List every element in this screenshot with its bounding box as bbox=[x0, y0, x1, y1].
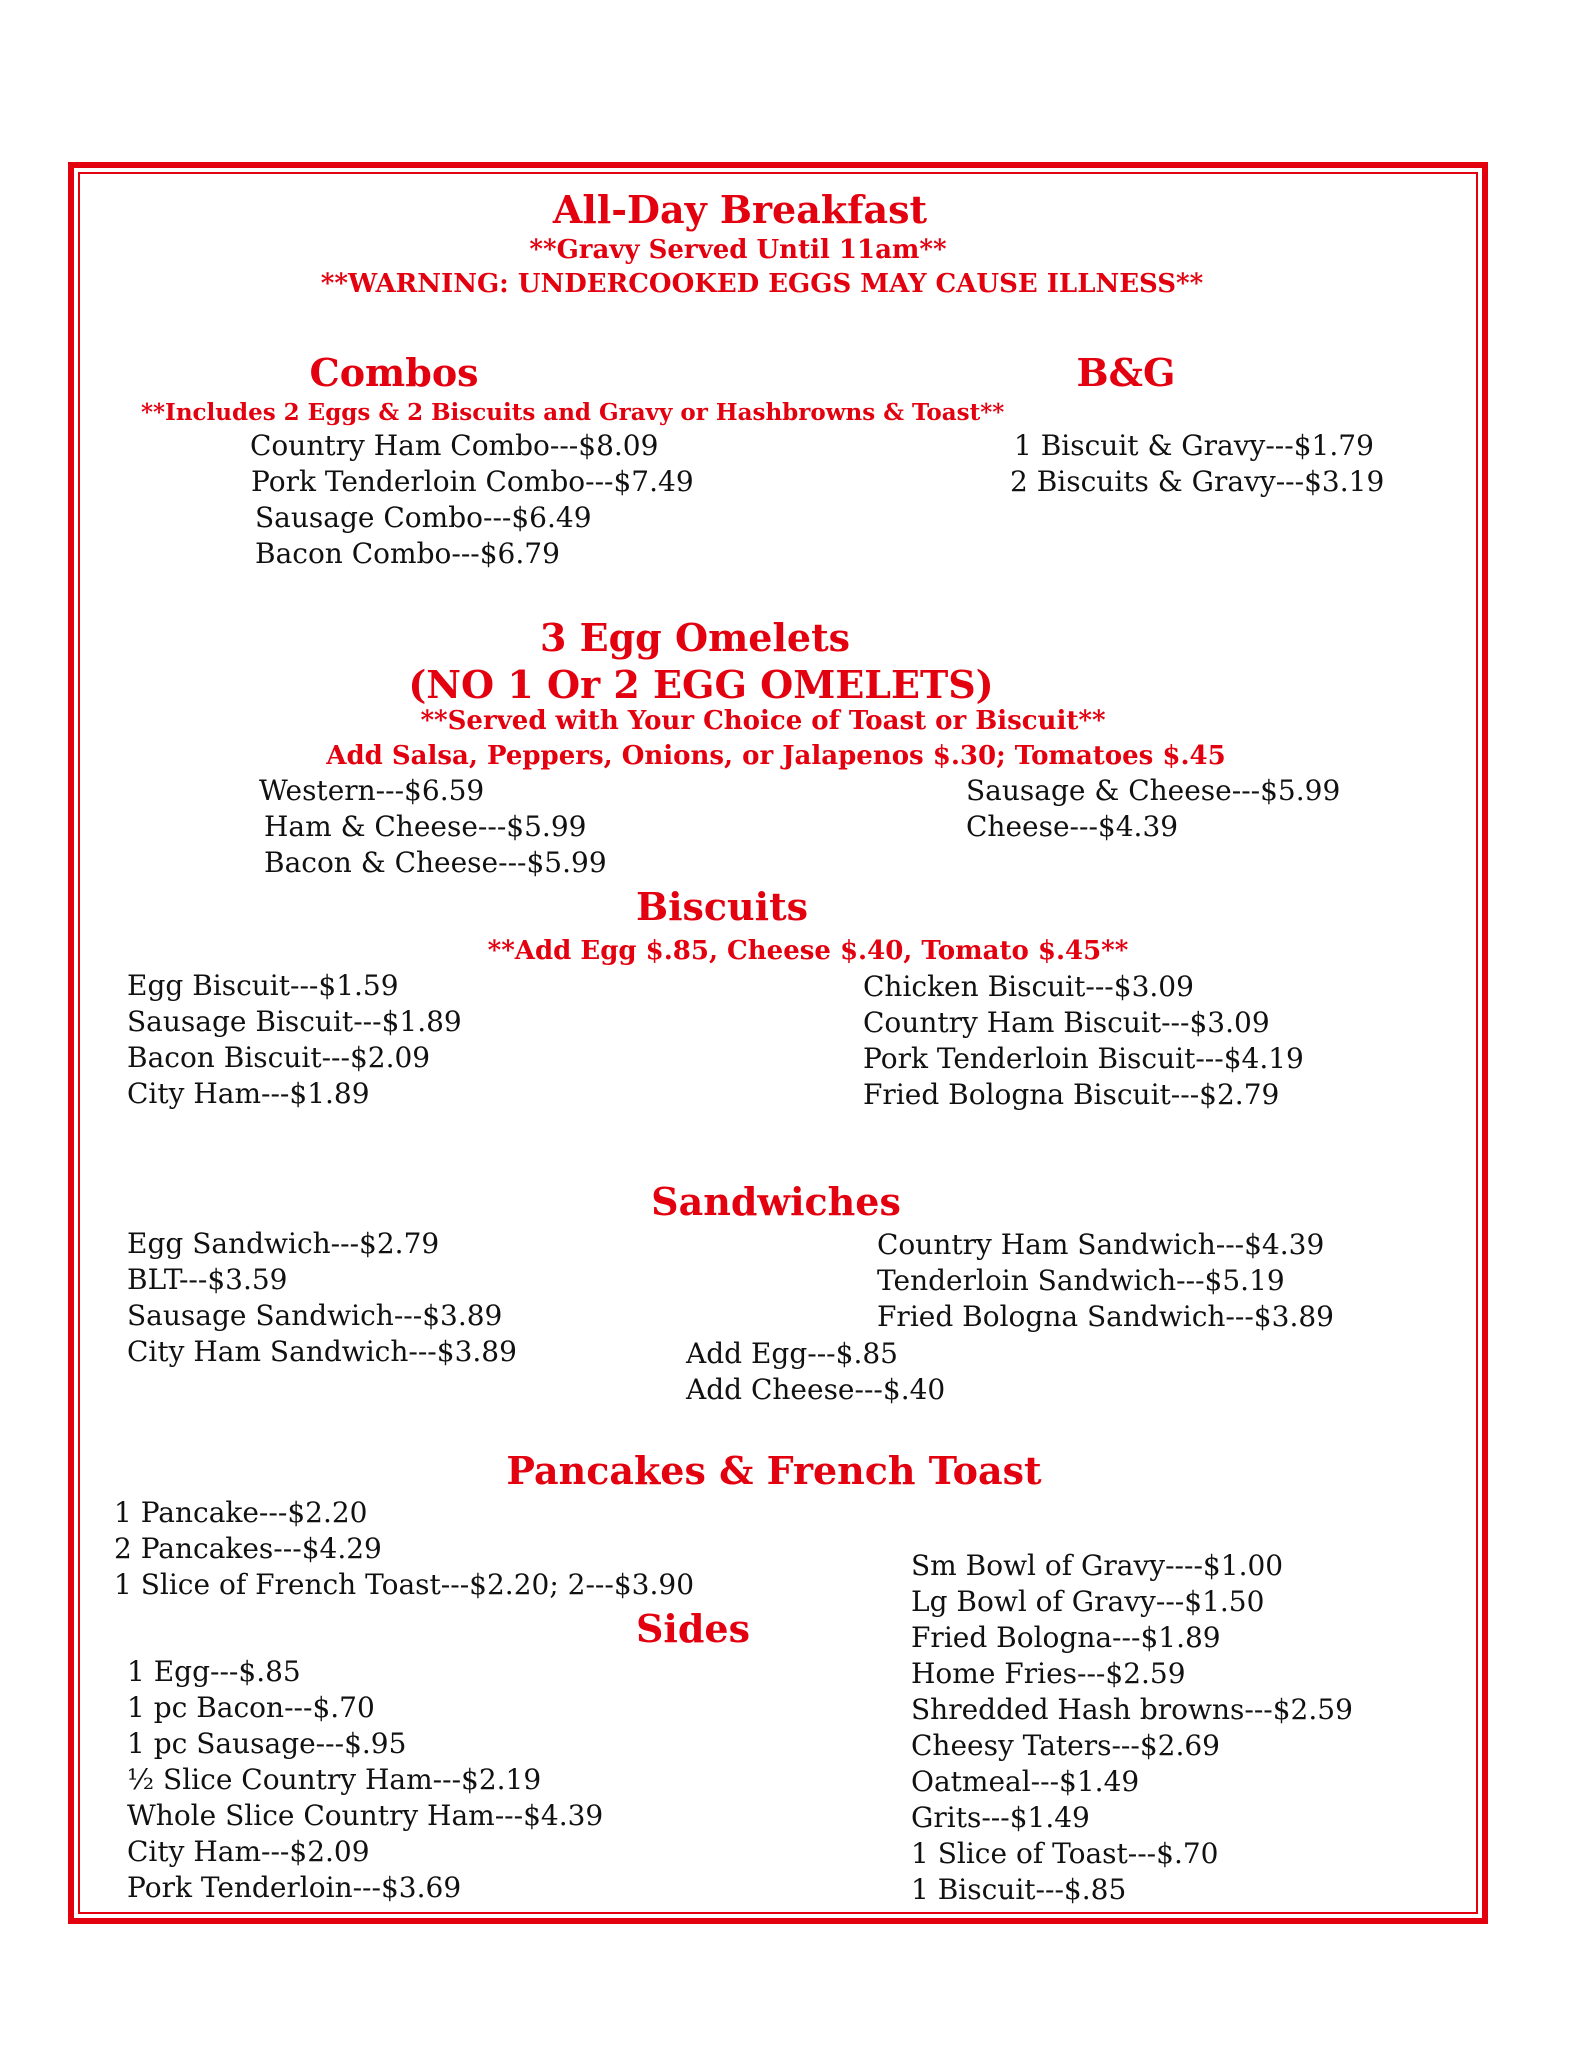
combos-title: Combos bbox=[309, 350, 479, 395]
combos-item: Sausage Combo---$6.49 bbox=[255, 501, 592, 534]
menu-title: All-Day Breakfast bbox=[552, 187, 928, 232]
sides-item: Pork Tenderloin---$3.69 bbox=[127, 1871, 462, 1904]
sides-item: Cheesy Taters---$2.69 bbox=[911, 1729, 1220, 1762]
omelets-item: Sausage & Cheese---$5.99 bbox=[966, 774, 1341, 807]
omelets-item: Ham & Cheese---$5.99 bbox=[264, 810, 587, 843]
biscuits-item: Fried Bologna Biscuit---$2.79 bbox=[863, 1078, 1280, 1111]
omelets-item: Western---$6.59 bbox=[259, 774, 485, 807]
sides-item: Oatmeal---$1.49 bbox=[911, 1765, 1140, 1798]
sides-item: 1 Egg---$.85 bbox=[127, 1655, 301, 1688]
sides-item: Lg Bowl of Gravy---$1.50 bbox=[911, 1585, 1265, 1618]
omelets-addons-note: Add Salsa, Peppers, Onions, or Jalapenos $.30; Tomatoes $.45 bbox=[326, 741, 1226, 771]
sides-item: Shredded Hash browns---$2.59 bbox=[911, 1693, 1353, 1726]
biscuits-item: Country Ham Biscuit---$3.09 bbox=[863, 1006, 1270, 1039]
bg-item: 2 Biscuits & Gravy---$3.19 bbox=[1010, 465, 1385, 498]
omelets-item: Cheese---$4.39 bbox=[966, 810, 1179, 843]
biscuits-note: **Add Egg $.85, Cheese $.40, Tomato $.45** bbox=[487, 936, 1129, 966]
combos-item: Country Ham Combo---$8.09 bbox=[250, 429, 659, 462]
pancakes-item: 2 Pancakes---$4.29 bbox=[114, 1532, 382, 1565]
sides-item: ½ Slice Country Ham---$2.19 bbox=[127, 1763, 542, 1796]
sandwiches-item: Sausage Sandwich---$3.89 bbox=[127, 1299, 503, 1332]
sandwiches-item: Fried Bologna Sandwich---$3.89 bbox=[877, 1300, 1334, 1333]
biscuits-item: Bacon Biscuit---$2.09 bbox=[127, 1041, 431, 1074]
sides-item: Home Fries---$2.59 bbox=[911, 1657, 1186, 1690]
pancakes-item: 1 Pancake---$2.20 bbox=[114, 1496, 368, 1529]
sandwiches-item: City Ham Sandwich---$3.89 bbox=[127, 1335, 517, 1368]
sandwiches-title: Sandwiches bbox=[651, 1179, 901, 1224]
sides-item: Sm Bowl of Gravy----$1.00 bbox=[911, 1549, 1284, 1582]
biscuits-item: City Ham---$1.89 bbox=[127, 1077, 370, 1110]
sandwiches-addon: Add Cheese---$.40 bbox=[686, 1373, 946, 1406]
sandwiches-item: Egg Sandwich---$2.79 bbox=[127, 1227, 440, 1260]
sides-item: Whole Slice Country Ham---$4.39 bbox=[127, 1799, 604, 1832]
omelets-item: Bacon & Cheese---$5.99 bbox=[264, 846, 607, 879]
biscuits-title: Biscuits bbox=[635, 884, 809, 929]
combos-item: Bacon Combo---$6.79 bbox=[255, 537, 560, 570]
omelets-subtitle: (NO 1 Or 2 EGG OMELETS) bbox=[408, 662, 994, 707]
sides-title: Sides bbox=[635, 1606, 751, 1651]
pancakes-title: Pancakes & French Toast bbox=[506, 1448, 1042, 1493]
combos-item: Pork Tenderloin Combo---$7.49 bbox=[251, 465, 694, 498]
bg-item: 1 Biscuit & Gravy---$1.79 bbox=[1014, 429, 1374, 462]
sides-item: 1 pc Bacon---$.70 bbox=[127, 1691, 375, 1724]
eggs-warning: **WARNING: UNDERCOOKED EGGS MAY CAUSE ILLNESS** bbox=[320, 269, 1204, 299]
sandwiches-item: Country Ham Sandwich---$4.39 bbox=[877, 1228, 1325, 1261]
sides-item: Fried Bologna---$1.89 bbox=[911, 1621, 1221, 1654]
bg-title: B&G bbox=[1076, 350, 1176, 395]
sides-item: 1 Slice of Toast---$.70 bbox=[911, 1837, 1219, 1870]
sandwiches-item: BLT---$3.59 bbox=[127, 1263, 288, 1296]
omelets-note: **Served with Your Choice of Toast or Biscuit** bbox=[420, 706, 1106, 736]
biscuits-item: Pork Tenderloin Biscuit---$4.19 bbox=[863, 1042, 1304, 1075]
sides-item: Grits---$1.49 bbox=[911, 1801, 1090, 1834]
sandwiches-item: Tenderloin Sandwich---$5.19 bbox=[877, 1264, 1285, 1297]
biscuits-item: Sausage Biscuit---$1.89 bbox=[127, 1005, 462, 1038]
gravy-note: **Gravy Served Until 11am** bbox=[529, 235, 947, 265]
biscuits-item: Egg Biscuit---$1.59 bbox=[127, 969, 399, 1002]
sides-item: 1 Biscuit---$.85 bbox=[911, 1873, 1127, 1906]
sides-item: 1 pc Sausage---$.95 bbox=[127, 1727, 407, 1760]
combos-note: **Includes 2 Eggs & 2 Biscuits and Gravy or Hashbrowns & Toast** bbox=[141, 399, 1005, 426]
sandwiches-addon: Add Egg---$.85 bbox=[686, 1337, 898, 1370]
pancakes-item: 1 Slice of French Toast---$2.20; 2---$3.90 bbox=[114, 1568, 695, 1601]
biscuits-item: Chicken Biscuit---$3.09 bbox=[863, 970, 1194, 1003]
omelets-title: 3 Egg Omelets bbox=[539, 615, 851, 660]
sides-item: City Ham---$2.09 bbox=[127, 1835, 370, 1868]
